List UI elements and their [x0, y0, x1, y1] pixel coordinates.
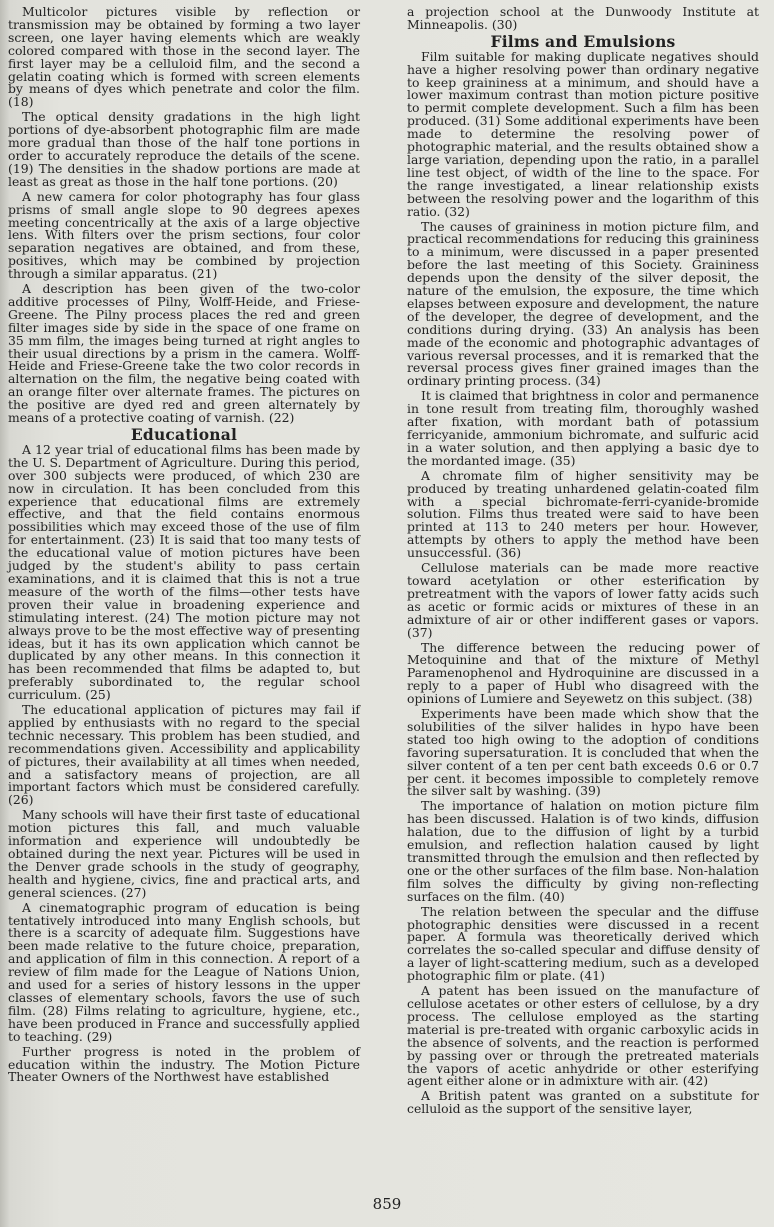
paragraph: It is claimed that brightness in color and permanence in tone result from treating film, thoroughly washed after fixation, with mordant bath of potassium ferricyanide, ammonium bichromate, and sulfuric acid in a water solution, and then applying a basic dye to the mordanted image. (35) [407, 388, 759, 468]
paragraph: The difference between the reducing power of Metoquinine and that of the mixture of Methyl Paramenophenol and Hydroquinine are discussed in a reply to a paper of Hubl who disagreed with the opinions of Lumiere and Seyewetz on this subject. (38) [407, 639, 759, 707]
left-column [8, 6, 360, 1086]
paragraph: The causes of graininess in motion picture film, and practical recommendations for reducing this graininess to a minimum, were discussed in a paper presented before the last meeting of this Society. Graininess depends upon the density of the silver deposit, the nature of the emulsion, the exposure, the time which elapses between exposure and development, the nature of the developer, the degree of development, and the conditions during drying. (33) An analysis has been made of the economic and photographic advantages of various reversal processes, and it is remarked that the reversal process gives finer grained images than the ordinary printing process. (34) [407, 218, 759, 389]
paragraph: A chromate film of higher sensitivity may be produced by treating unhardened gelatin-coated film with a special bichromate-ferri-cyanide-bromide solution. Films thus treated were said to have been printed at 113 to 240 meters per hour. However, attempts by others to apply the method have been unsuccessful. (36) [407, 467, 759, 561]
paragraph: A new camera for color photography has four glass prisms of small angle slope to 90 degrees apexes meeting concentrically at the axis of a large objective lens. With filters over the prism sections, four color separation negatives are obtained, and from these, positives, which may be combined by projection through a similar apparatus. (21) [8, 188, 360, 282]
section-heading-educational: Educational [130, 425, 238, 444]
paragraph: Cellulose materials can be made more reactive toward acetylation or other esterification by pretreatment with the vapors of lower fatty acids such as acetic or formic acids or mixtures of these in an admixture of air or other indifferent gases or vapors. (37) [407, 560, 759, 640]
paragraph: Multicolor pictures visible by reflection or transmission may be obtained by forming a two layer screen, one layer having elements which are weakly colored compared with those in the second layer. The first layer may be a celluloid film, and the second a gelatin coating which is formed with screen elements by means of dyes which penetrate and color the film. (18) [8, 4, 360, 110]
paragraph: A 12 year trial of educational films has been made by the U. S. Department of Agriculture. During this period, over 300 subjects were produced, of which 230 are now in circulation. It has been concluded from this experience that educational films are extremely effective, and that the field contains enormous possibilities which may exceed those of the use of film for entertainment. (23) It is said that too many tests of the educational value of motion pictures have been judged by the student's ability to pass certain examinations, and it is claimed that this is not a true measure of the worth of the films—other tests have proven their value in broadening experience and stimulating interest. (24) The motion picture may not always prove to be the most effective way of presenting ideas, but it has its own application which cannot be duplicated by any other means. In this connection it has been recommended that films be adapted to, but preferably subordinated to, the regular school curriculum. (25) [8, 441, 360, 703]
paragraph: The importance of halation on motion picture film has been discussed. Halation is of two kinds, diffusion halation, due to the diffusion of light by a turbid emulsion, and reflection halation caused by light transmitted through the emulsion and then reflected by one or the other surfaces of the film base. Non-halation film solves the difficulty by giving non-reflecting surfaces on the film. (40) [407, 798, 759, 904]
paragraph: The educational application of pictures may fail if applied by enthusiasts with no regard to the special technic necessary. This problem has been studied, and recommendations given. Accessibility and applicability of pictures, their availability at all times when needed, and a satisfactory means of projection, are all important factors which must be considered carefully. (26) [8, 702, 360, 808]
right-column [407, 6, 759, 1118]
paragraph: Many schools will have their first taste of educational motion pictures this fall, and much valuable information and experience will undoubtedly be obtained during the next year. Pictures will be used in the Denver grade schools in the study of geography, health and hygiene, civics, fine and practical arts, and general sciences. (27) [8, 807, 360, 900]
paragraph: A patent has been issued on the manufacture of cellulose acetates or other esters of cellulose, by a dry process. The cellulose employed as the starting material is pre-treated with organic carboxylic acids in the absence of solvents, and the reaction is performed by passing over or through the pretreated materials the vapors of acetic anhydride or other esterifying agent either alone or in admixture with air. (42) [407, 983, 759, 1089]
page-number: 859 [372, 1195, 402, 1213]
paragraph: The optical density gradations in the high light portions of dye-absorbent photographic film are made more gradual than those of the half tone portions in order to accurately reproduce the details of the scene. (19) The densities in the shadow portions are made at least as great as those in the half tone portions. (20) [8, 109, 360, 189]
paragraph: Experiments have been made which show that the solubilities of the silver halides in hypo have been stated too high owing to the adoption of conditions favoring supersaturation. It is concluded that when the silver content of a ten per cent bath exceeds 0.6 or 0.7 per cent. it becomes impossible to completely remove the silver salt by washing. (39) [407, 706, 759, 799]
paragraph: Film suitable for making duplicate negatives should have a higher resolving power than ordinary negative to keep graininess at a minimum, and should have a lower maximum contrast than motion picture positive to permit complete development. Such a film has been produced. (31) Some additional experiments have been made to determine the resolving power of photographic material, and the results obtained show a large variation, depending upon the ratio, in a parallel line test object, of width of the line to the space. For the range investigated, a linear relationship exists between the resolving power and the logarithm of this ratio. (32) [407, 48, 759, 219]
section-heading-films-and-emulsions: Films and Emulsions [490, 31, 676, 51]
paragraph: A cinematographic program of education is being tentatively introduced into many English schools, but there is a scarcity of adequate film. Suggestions have been made relative to the future choice, preparation, and application of film in this connection. A report of a review of film made for the League of Nations Union, and used for a series of history lessons in the upper classes of elementary schools, favors the use of such film. (28) Films relating to agriculture, hygiene, etc., have been produced in France and successfully applied to teaching. (29) [8, 899, 360, 1044]
paragraph: Further progress is noted in the problem of education within the industry. The Motion Picture Theater Owners of the Northwest have established [8, 1043, 360, 1085]
paragraph: A British patent was granted on a substitute for celluloid as the support of the sensitive layer, [407, 1088, 759, 1117]
paragraph: A description has been given of the two-color additive processes of Pilny, Wolff-Heide, and Friese-Greene. The Pilny process places the red and green filter images side by side in the space of one frame on 35 mm film, the images being turned at right angles to their usual directions by a prism in the camera. Wolff-Heide and Friese-Greene take the two color records in alternation on the film, the negative being coated with an orange filter over alternate frames. The pictures on the positive are dyed red and green alternately by means of a protective coating of varnish. (22) [8, 281, 360, 426]
paragraph-continuation: a projection school at the Dunwoody Institute at Minneapolis. (30) [407, 4, 759, 32]
paragraph: The relation between the specular and the diffuse photographic densities were discussed in a recent paper. A formula was theoretically derived which correlates the so-called specular and diffuse density of a layer of light-scattering medium, such as a developed photographic film or plate. (41) [407, 903, 759, 984]
